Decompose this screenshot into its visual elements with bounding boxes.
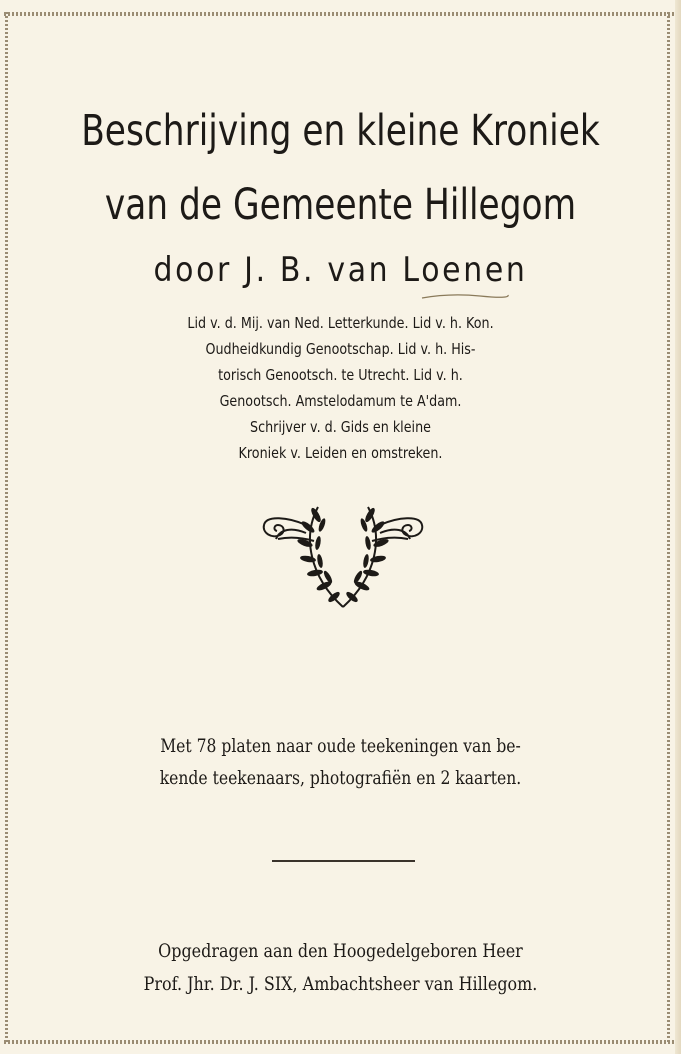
dotted-border-left xyxy=(5,12,8,1044)
contents-note-line: Met 78 platen naar oude teekeningen van be- xyxy=(160,735,521,757)
contents-note-line: kende teekenaars, photografiën en 2 kaarten. xyxy=(159,767,522,789)
credential-line: torisch Genootsch. te Utrecht. Lid v. h. xyxy=(218,366,463,384)
laurel-wreath-ornament-icon xyxy=(258,497,428,617)
author-line: door J. B. van Loenen xyxy=(153,250,528,290)
credential-line: Genootsch. Amstelodamum te A'dam. xyxy=(219,392,462,410)
dotted-border-top xyxy=(4,12,677,16)
title-line-1: Beschrijving en kleine Kroniek xyxy=(81,106,600,156)
dedication-line: Prof. Jhr. Dr. J. SIX, Ambachtsheer van Hillegom. xyxy=(143,973,538,995)
credential-line: Schrijver v. d. Gids en kleine xyxy=(250,418,431,436)
dedication xyxy=(54,935,626,1001)
author-credentials xyxy=(61,310,619,466)
pencil-underline-mark xyxy=(420,292,510,300)
page-edge xyxy=(675,0,681,1054)
dotted-border-right xyxy=(667,12,670,1044)
title-line-2: van de Gemeente Hillegom xyxy=(104,180,577,230)
dedication-line: Opgedragen aan den Hoogedelgeboren Heer xyxy=(158,940,523,962)
divider-rule xyxy=(272,860,415,862)
contents-note xyxy=(61,730,619,794)
credential-line: Kroniek v. Leiden en omstreken. xyxy=(238,444,443,462)
credential-line: Lid v. d. Mij. van Ned. Letterkunde. Lid v. h. Kon. xyxy=(187,314,494,332)
credential-line: Oudheidkundig Genootschap. Lid v. h. His- xyxy=(205,340,476,358)
dotted-border-bottom xyxy=(4,1040,677,1044)
